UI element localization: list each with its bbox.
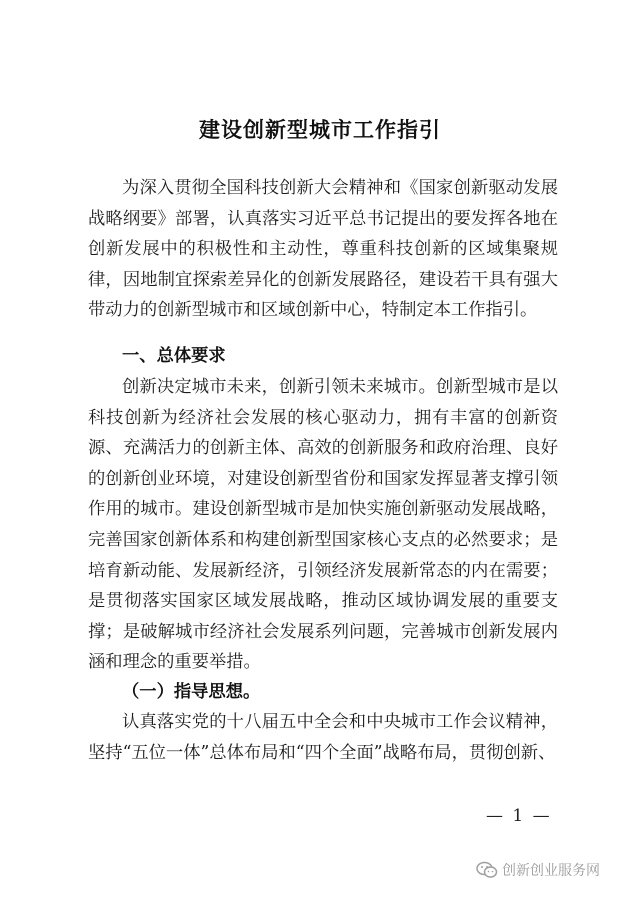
page-number: — 1 — [486, 806, 552, 826]
subsection-heading-guiding-ideology: （一）指导思想。 [122, 682, 261, 702]
intro-paragraph: 为深入贯彻全国科技创新大会精神和《国家创新驱动发展战略纲要》部署，认真落实习近平总书记提出的要发挥各地在创新发展中的积极性和主动性，尊重科技创新的区域集聚规律，因地制宜探索差异化的创新发展路径，建设若干具有强大带动力的创新型城市和区域创新中心，特制定本工作指引。 [88, 178, 558, 321]
subsection-body-paragraph: 认真落实党的十八届五中全会和中央城市工作会议精神，坚持“五位一体”总体布局和“四个全面”战略布局，贯彻创新、 [88, 712, 558, 763]
document-title: 建设创新型城市工作指引 [199, 117, 441, 142]
watermark [476, 860, 600, 880]
wechat-icon [476, 861, 498, 879]
watermark-text: 创新创业服务网 [502, 863, 600, 879]
section-heading-general-requirements: 一、总体要求 [122, 346, 226, 366]
section-body-paragraph: 创新决定城市未来，创新引领未来城市。创新型城市是以科技创新为经济社会发展的核心驱动力，拥有丰富的创新资源、充满活力的创新主体、高效的创新服务和政府治理、良好的创新创业环境，对建设创新型省份和国家发挥显著支撑引领作用的城市。建设创新型城市是加快实施创新驱动发展战略，完善国家创新体系和构建创新型国家核心支点的必然要求；是培育新动能、发展新经济，引领经济发展新常态的内在需要；是贯彻落实国家区域发展战略，推动区域协调发展的重要支撑；是破解城市经济社会发展系列问题，完善城市创新发展内涵和理念的重要举措。 [88, 377, 558, 673]
